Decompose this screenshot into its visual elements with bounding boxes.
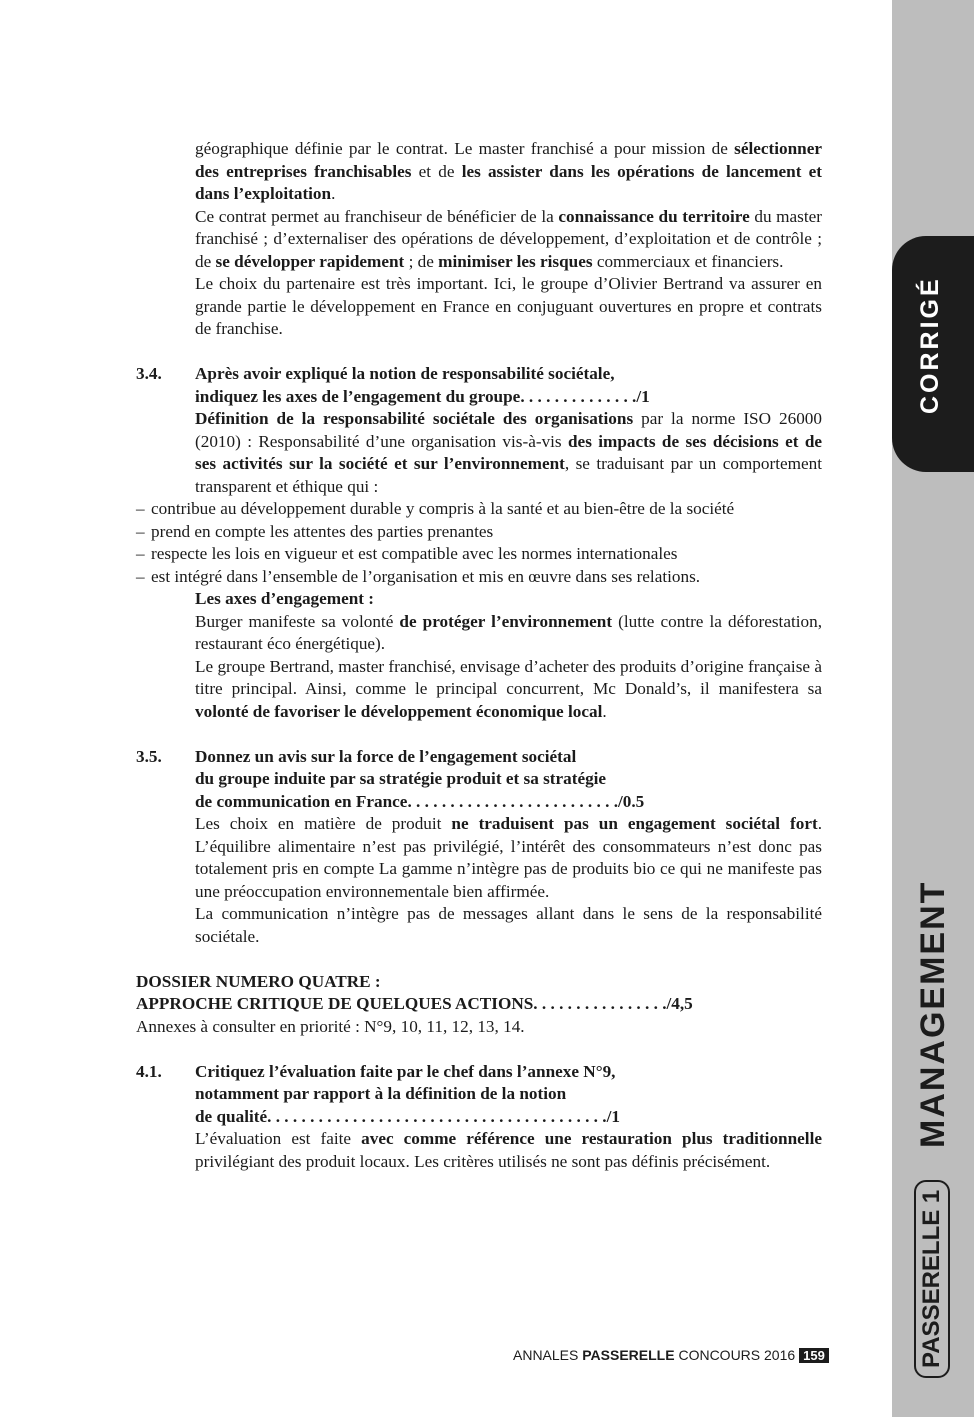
list-item: – respecte les lois en vigueur et est compatible avec les normes internationales bbox=[136, 544, 678, 563]
question-4-1-heading: 4.1. Critiquez l’évaluation faite par le chef dans l’annexe N°9, notamment par rapport à la définition de la notion de qualité. . . . . . . . . . . . . . . . . . . . . . . . . . . . . . . . . . . . . . . ./1 bbox=[136, 1061, 620, 1126]
axes-paragraph-1: Burger manifeste sa volonté de protéger l’environnement (lutte contre la déforestation, restaurant éco énergétique). bbox=[195, 611, 823, 653]
axes-paragraph-2: Le groupe Bertrand, master franchisé, envisage d’acheter des produits d’origine française à titre principal. Ainsi, comme le principal concurrent, Mc Donald’s, il manifestera sa volonté de favoriser le développement économique local. bbox=[195, 656, 822, 721]
question-number: 4.1. bbox=[136, 1061, 162, 1081]
question-score: /1 bbox=[636, 386, 650, 406]
question-3-4-heading: 3.4. Après avoir expliqué la notion de responsabilité sociétale, indiquez les axes de l’engagement du groupe. . . . . . . . . . . . . ./1 bbox=[136, 364, 650, 406]
intro-paragraph-3: Le choix du partenaire est très important. Ici, le groupe d’Olivier Bertrand va assurer en grande partie le développement en France en conjuguant ouvertures en propre et contrats de franchise. bbox=[195, 274, 822, 338]
criteria-list bbox=[136, 498, 822, 588]
question-score: /1 bbox=[606, 1106, 620, 1126]
answer-3-4-axes bbox=[136, 588, 822, 723]
intro-section bbox=[136, 138, 822, 341]
answer-paragraph-1: L’évaluation est faite avec comme référence une restauration plus traditionnelle privilégiant des produit locaux. Les critères utilisés ne sont pas définis précisément. bbox=[195, 1129, 822, 1171]
question-score: /0.5 bbox=[617, 791, 645, 811]
answer-3-4 bbox=[136, 408, 822, 498]
list-item: – contribue au développement durable y compris à la santé et au bien-être de la société bbox=[136, 499, 735, 518]
question-number: 3.5. bbox=[136, 746, 162, 766]
answer-paragraph-2: La communication n’intègre pas de messages allant dans le sens de la responsabilité sociétale. bbox=[195, 904, 822, 946]
annexes-line: Annexes à consulter en priorité : N°9, 10, 11, 12, 13, 14. bbox=[136, 1016, 525, 1036]
page-footer: ANNALES PASSERELLE CONCOURS 2016 159 bbox=[513, 1347, 829, 1363]
answer-paragraph-1: Les choix en matière de produit ne traduisent pas un engagement sociétal fort. L’équilibre alimentaire n’est pas privilégié, l’intérêt des consommateurs n’est donc pas totalement pris en compte La gamme n’intègre pas de produits bio ce qui ne manifeste pas une préoccupation environnementale bien affirmée. bbox=[195, 814, 822, 901]
axes-heading: Les axes d’engagement : bbox=[195, 589, 375, 608]
definition-paragraph: Définition de la responsabilité sociétale des organisations par la norme ISO 26000 (2010) : Responsabilité d’une organisation vis-à-vis des impacts de ses décisions et de ses activités sur la société et sur l’environnement, se traduisant par un comportement transparent et éthique qui : bbox=[195, 409, 823, 496]
answer-3-5 bbox=[136, 813, 822, 948]
dossier-score: /4,5 bbox=[666, 994, 693, 1013]
management-label: MANAGEMENT bbox=[914, 880, 952, 1148]
list-item: – prend en compte les attentes des parties prenantes bbox=[136, 521, 494, 541]
answer-4-1 bbox=[136, 1128, 822, 1173]
question-3-5-heading: 3.5. Donnez un avis sur la force de l’engagement sociétal du groupe induite par sa stratégie produit et sa stratégie de communication en France. . . . . . . . . . . . . . . . . . . . . . . . ./0.5 bbox=[136, 746, 645, 811]
page-number: 159 bbox=[799, 1348, 829, 1363]
list-item: – est intégré dans l’ensemble de l’organisation et mis en œuvre dans ses relations. bbox=[136, 566, 701, 586]
dossier-heading: DOSSIER NUMERO QUATRE : APPROCHE CRITIQUE DE QUELQUES ACTIONS. . . . . . . . . . . . . . . ./4,5 Annexes à consulter en priorité : N°9, 10, 11, 12, 13, 14. bbox=[136, 971, 822, 1039]
intro-paragraph-2: Ce contrat permet au franchiseur de bénéficier de la connaissance du territoire du master franchisé ; d’externaliser des opérations de développement, d’exploitation et de contrôle ; de se développer rapidement ; de minimiser les risques commerciaux et financiers. bbox=[195, 206, 822, 271]
page-body bbox=[136, 138, 822, 1173]
intro-paragraph-1: géographique définie par le contrat. Le master franchisé a pour mission de sélectionner des entreprises franchisables et de les assister dans les opérations de lancement et dans l’exploitation. bbox=[195, 139, 822, 203]
corrige-label: CORRIGÉ bbox=[916, 276, 944, 414]
passerelle-logo: PASSERELLE 1 bbox=[914, 1180, 950, 1378]
question-number: 3.4. bbox=[136, 364, 162, 383]
